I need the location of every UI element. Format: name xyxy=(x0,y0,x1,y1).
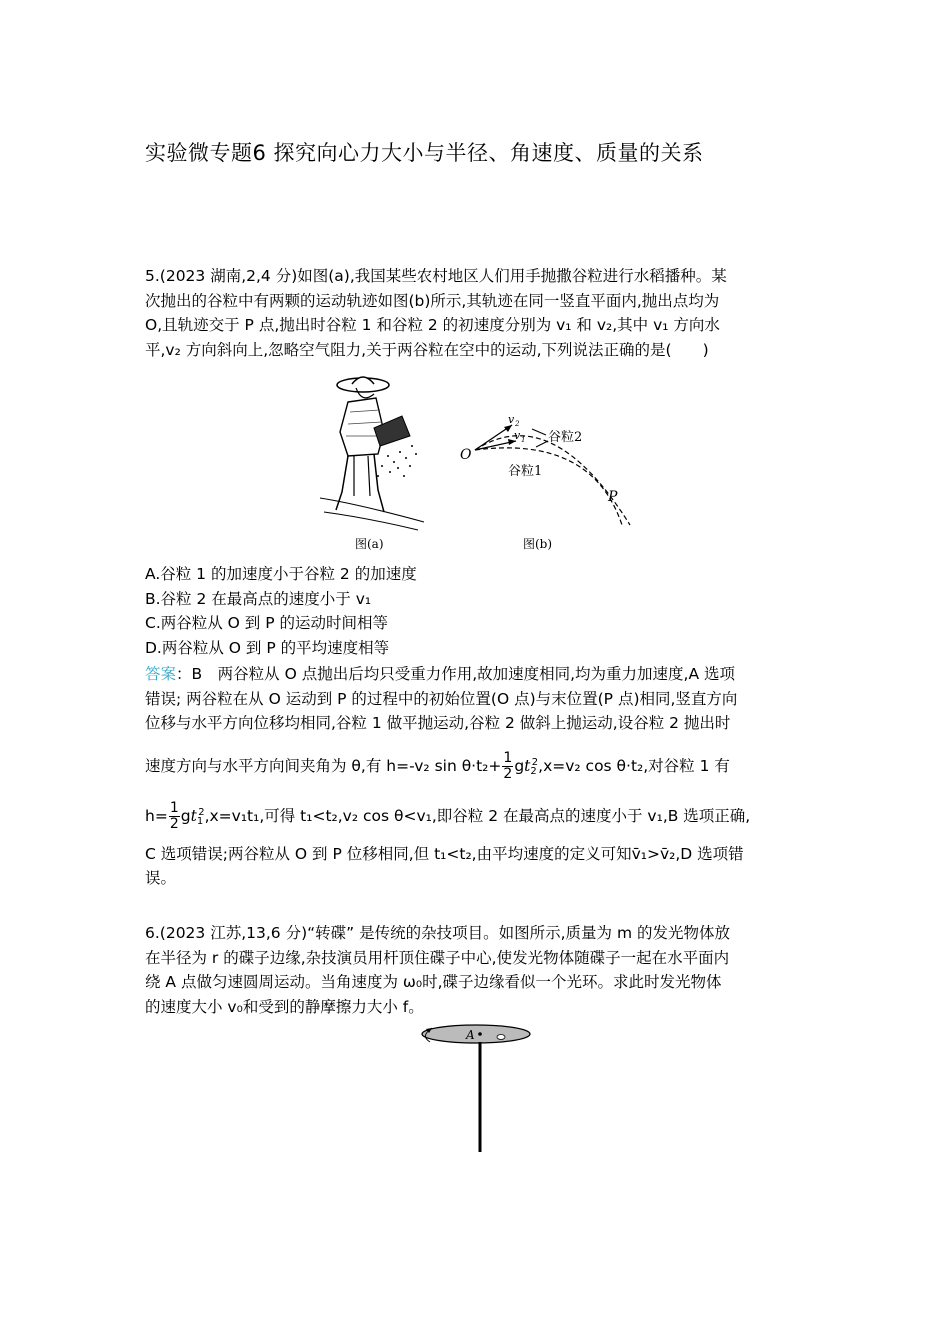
intersection-label: P xyxy=(608,489,618,505)
question-5-answer xyxy=(145,662,810,891)
option-c: C.两谷粒从 O 到 P 的运动时间相等 xyxy=(145,614,389,632)
figure-a-caption: 图(a) xyxy=(355,537,384,551)
answer-text: 速度方向与水平方向间夹角为 θ,有 h=-v₂ sin θ·t₂+ xyxy=(145,756,502,775)
v2-sub-label: 2 xyxy=(515,420,520,428)
fraction-half: $\frac{1}{2}$ xyxy=(169,799,179,832)
page-title: 实验微专题6 探究向心力大小与半径、角速度、质量的关系 xyxy=(145,141,704,165)
figure-b-caption: 图(b) xyxy=(523,537,553,551)
question-6-stem xyxy=(145,921,810,1019)
option-d: D.两谷粒从 O 到 P 的平均速度相等 xyxy=(145,638,390,657)
q6-line: 绕 A 点做匀速圆周运动。当角速度为 ω₀时,碟子边缘看似一个光环。求此时发光物体 xyxy=(145,973,722,991)
answer-line-formula-2: h= $\frac{1}{2}$ $gt_1^2,x=v_1t_1$,可得 t₁<t₂,v₂ cos θ<v₁,即谷粒 2 在最高点的速度小于 v₁,B 选项正确, xyxy=(145,799,751,832)
answer-line-formula-1: 速度方向与水平方向间夹角为 θ,有 h=-v₂ sin θ·t₂+ $\frac{1}{2}$ $gt_2^2,x=v_2$ cos θ·t₂,对谷粒 1 有 xyxy=(145,749,730,782)
v1-label: v xyxy=(514,429,521,442)
q5-line: 次抛出的谷粒中有两颗的运动轨迹如图(b)所示,其轨迹在同一竖直平面内,抛出点均为 xyxy=(145,291,720,310)
option-a: A.谷粒 1 的加速度小于谷粒 2 的加速度 xyxy=(145,565,417,583)
point-a-label: A xyxy=(466,1028,475,1042)
option-b: B.谷粒 2 在最高点的速度小于 v₁ xyxy=(145,589,372,608)
grain-2-label: 谷粒2 xyxy=(548,430,583,445)
answer-line: ：B 两谷粒从 O 点抛出后均只受重力作用,故加速度相同,均为重力加速度,A 选项 xyxy=(176,665,736,683)
question-5-options xyxy=(145,562,810,660)
question-5-stem xyxy=(145,264,810,362)
origin-label: O xyxy=(460,447,472,463)
farmer-sowing-illustration xyxy=(318,372,428,532)
q5-line: 平,v₂ 方向斜向上,忽略空气阻力,关于两谷粒在空中的运动,下列说法正确的是( ) xyxy=(145,340,709,359)
answer-line: 错误; 两谷粒在从 O 运动到 P 的过程中的初始位置(O 点)与末位置(P 点)相同,竖直方向 xyxy=(145,689,738,708)
answer-text: h= xyxy=(145,806,168,825)
v1-sub-label: 1 xyxy=(521,436,526,444)
q6-line: 6.(2023 江苏,13,6 分)“转碟” 是传统的杂技项目。如图所示,质量为 m 的发光物体放 xyxy=(145,924,730,942)
q5-line: O,且轨迹交于 P 点,抛出时谷粒 1 和谷粒 2 的初速度分别为 v₁ 和 v₂,其中 v₁ 方向水 xyxy=(145,316,720,334)
answer-line: 位移与水平方向位移均相同,谷粒 1 做平抛运动,谷粒 2 做斜上抛运动,设谷粒 2 抛出时 xyxy=(145,714,731,732)
q5-line: 5.(2023 湖南,2,4 分)如图(a),我国某些农村地区人们用手抛撒谷粒进行水稻播种。某 xyxy=(145,267,727,285)
q6-line: 在半径为 r 的碟子边缘,杂技演员用杆顶住碟子中心,使发光物体随碟子一起在水平面内 xyxy=(145,948,730,967)
q6-line: 的速度大小 v₀和受到的静摩擦力大小 f。 xyxy=(145,997,424,1016)
fraction-half: $\frac{1}{2}$ xyxy=(503,749,513,782)
trajectory-diagram xyxy=(452,405,642,530)
answer-text: ,x=v₁t₁,可得 t₁<t₂,v₂ cos θ<v₁,即谷粒 2 在最高点的速度小于 v₁,B 选项正确, xyxy=(204,806,751,825)
answer-line: 误。 xyxy=(145,869,177,887)
answer-text: g xyxy=(180,806,191,825)
grain-1-label: 谷粒1 xyxy=(508,464,543,479)
v2-label: v xyxy=(508,413,515,426)
answer-text: g xyxy=(514,756,525,775)
answer-text: ,x=v₂ cos θ·t₂,对谷粒 1 有 xyxy=(538,756,730,775)
answer-line: C 选项错误;两谷粒从 O 到 P 位移相同,但 t₁<t₂,由平均速度的定义可知v̄₁>v̄₂,D 选项错 xyxy=(145,844,744,863)
spinning-plate-diagram xyxy=(416,1020,536,1155)
answer-label: 答案 xyxy=(145,665,177,683)
